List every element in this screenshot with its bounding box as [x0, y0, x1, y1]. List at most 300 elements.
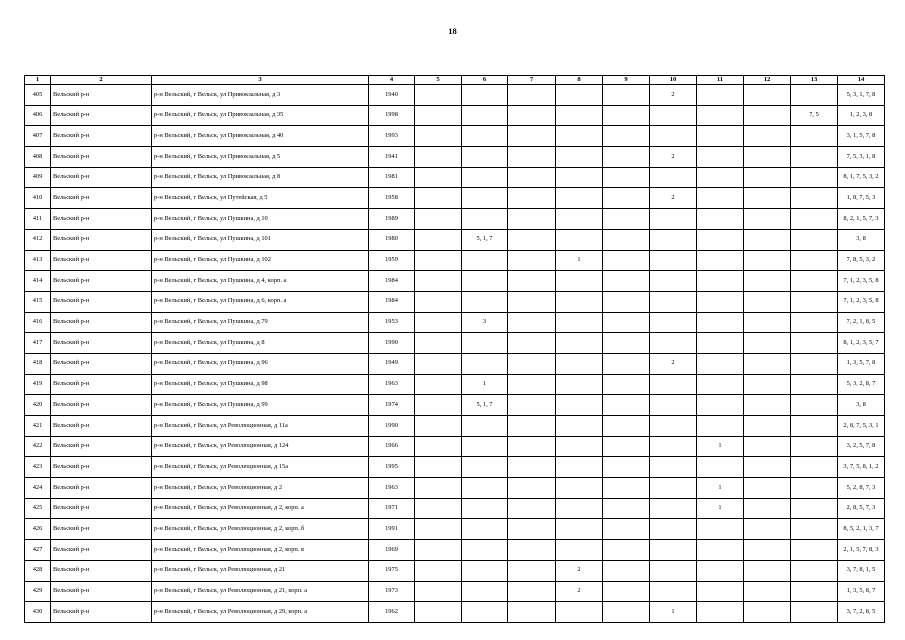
- cell-col-12: [744, 519, 791, 540]
- cell-col-6: 5, 1, 7: [462, 229, 508, 250]
- cell-col-10: [650, 540, 697, 561]
- cell-col-10: [650, 291, 697, 312]
- cell-col-11: 1: [697, 498, 744, 519]
- cell-col-8: 1: [556, 250, 603, 271]
- cell-col-10: [650, 478, 697, 499]
- column-header-7: 7: [508, 76, 556, 85]
- district-cell: Вельский р-н: [51, 209, 152, 230]
- row-number-cell: 420: [25, 395, 51, 416]
- cell-col-11: 1: [697, 478, 744, 499]
- district-cell: Вельский р-н: [51, 312, 152, 333]
- cell-col-12: [744, 167, 791, 188]
- codes-cell: 2, 1, 5, 7, 8, 3: [838, 540, 885, 561]
- cell-col-7: [508, 478, 556, 499]
- codes-cell: 8, 2, 1, 5, 7, 3: [838, 209, 885, 230]
- year-cell: 1969: [369, 540, 415, 561]
- cell-col-7: [508, 374, 556, 395]
- year-cell: 1984: [369, 271, 415, 292]
- cell-col-10: [650, 271, 697, 292]
- cell-col-5: [415, 457, 462, 478]
- table-row: [25, 209, 885, 230]
- row-number-cell: 416: [25, 312, 51, 333]
- district-cell: Вельский р-н: [51, 602, 152, 623]
- cell-col-10: [650, 519, 697, 540]
- cell-col-6: [462, 126, 508, 147]
- cell-col-6: [462, 147, 508, 168]
- cell-col-13: [791, 374, 838, 395]
- cell-col-7: [508, 229, 556, 250]
- cell-col-6: [462, 333, 508, 354]
- cell-col-6: [462, 602, 508, 623]
- cell-col-12: [744, 540, 791, 561]
- cell-col-9: [603, 581, 650, 602]
- address-cell: р-н Вельский, г Вельск, ул Пушкина, д 4, корп. а: [152, 271, 369, 292]
- row-number-cell: 424: [25, 478, 51, 499]
- cell-col-8: [556, 353, 603, 374]
- cell-col-9: [603, 167, 650, 188]
- row-number-cell: 418: [25, 353, 51, 374]
- cell-col-11: [697, 291, 744, 312]
- cell-col-9: [603, 602, 650, 623]
- cell-col-13: [791, 581, 838, 602]
- cell-col-6: [462, 85, 508, 106]
- year-cell: 1963: [369, 478, 415, 499]
- address-cell: р-н Вельский, г Вельск, ул Революционная, д 2, корп. в: [152, 540, 369, 561]
- cell-col-11: [697, 250, 744, 271]
- cell-col-5: [415, 395, 462, 416]
- cell-col-9: [603, 105, 650, 126]
- cell-col-13: [791, 353, 838, 374]
- district-cell: Вельский р-н: [51, 333, 152, 354]
- column-header-5: 5: [415, 76, 462, 85]
- cell-col-5: [415, 581, 462, 602]
- cell-col-8: [556, 374, 603, 395]
- table-row: [25, 353, 885, 374]
- cell-col-8: [556, 271, 603, 292]
- cell-col-5: [415, 291, 462, 312]
- codes-cell: 3, 1, 5, 7, 8: [838, 126, 885, 147]
- cell-col-10: [650, 374, 697, 395]
- row-number-cell: 426: [25, 519, 51, 540]
- cell-col-10: [650, 167, 697, 188]
- cell-col-12: [744, 457, 791, 478]
- address-cell: р-н Вельский, г Вельск, ул Пушкина, д 8: [152, 333, 369, 354]
- column-header-12: 12: [744, 76, 791, 85]
- codes-cell: 5, 3, 1, 7, 8: [838, 85, 885, 106]
- address-cell: р-н Вельский, г Вельск, ул Путейская, д 5: [152, 188, 369, 209]
- cell-col-7: [508, 167, 556, 188]
- address-cell: р-н Вельский, г Вельск, ул Привокзальная, д 8: [152, 167, 369, 188]
- district-cell: Вельский р-н: [51, 85, 152, 106]
- row-number-cell: 408: [25, 147, 51, 168]
- table-row: [25, 105, 885, 126]
- codes-cell: 3, 7, 2, 8, 5: [838, 602, 885, 623]
- table-row: [25, 478, 885, 499]
- cell-col-13: [791, 291, 838, 312]
- row-number-cell: 406: [25, 105, 51, 126]
- district-cell: Вельский р-н: [51, 374, 152, 395]
- codes-cell: 8, 5, 2, 1, 3, 7: [838, 519, 885, 540]
- table-row: [25, 602, 885, 623]
- cell-col-10: 1: [650, 602, 697, 623]
- address-cell: р-н Вельский, г Вельск, ул Революционная, д 21, корп. а: [152, 581, 369, 602]
- cell-col-5: [415, 188, 462, 209]
- address-cell: р-н Вельский, г Вельск, ул Революционная, д 11а: [152, 416, 369, 437]
- cell-col-12: [744, 147, 791, 168]
- cell-col-8: 2: [556, 560, 603, 581]
- cell-col-11: [697, 188, 744, 209]
- codes-cell: 7, 1, 2, 3, 5, 8: [838, 291, 885, 312]
- cell-col-12: [744, 602, 791, 623]
- district-cell: Вельский р-н: [51, 188, 152, 209]
- cell-col-7: [508, 436, 556, 457]
- district-cell: Вельский р-н: [51, 147, 152, 168]
- cell-col-13: [791, 209, 838, 230]
- cell-col-11: [697, 519, 744, 540]
- table-row: [25, 416, 885, 437]
- cell-col-12: [744, 374, 791, 395]
- cell-col-9: [603, 209, 650, 230]
- cell-col-5: [415, 126, 462, 147]
- cell-col-12: [744, 353, 791, 374]
- cell-col-7: [508, 126, 556, 147]
- codes-cell: 7, 1, 2, 3, 5, 8: [838, 271, 885, 292]
- cell-col-12: [744, 188, 791, 209]
- cell-col-8: [556, 498, 603, 519]
- cell-col-10: [650, 209, 697, 230]
- cell-col-9: [603, 478, 650, 499]
- cell-col-10: 2: [650, 85, 697, 106]
- cell-col-13: [791, 436, 838, 457]
- district-cell: Вельский р-н: [51, 229, 152, 250]
- cell-col-5: [415, 602, 462, 623]
- district-cell: Вельский р-н: [51, 540, 152, 561]
- table-row: [25, 498, 885, 519]
- address-cell: р-н Вельский, г Вельск, ул Пушкина, д 99: [152, 395, 369, 416]
- cell-col-7: [508, 560, 556, 581]
- year-cell: 1974: [369, 395, 415, 416]
- cell-col-12: [744, 291, 791, 312]
- cell-col-12: [744, 436, 791, 457]
- cell-col-10: [650, 250, 697, 271]
- cell-col-5: [415, 250, 462, 271]
- cell-col-6: [462, 105, 508, 126]
- district-cell: Вельский р-н: [51, 167, 152, 188]
- address-cell: р-н Вельский, г Вельск, ул Революционная, д 15а: [152, 457, 369, 478]
- cell-col-12: [744, 229, 791, 250]
- row-number-cell: 427: [25, 540, 51, 561]
- district-cell: Вельский р-н: [51, 395, 152, 416]
- year-cell: 1963: [369, 374, 415, 395]
- housing-register-table: [24, 75, 885, 623]
- cell-col-12: [744, 312, 791, 333]
- codes-cell: 3, 7, 8, 1, 5: [838, 560, 885, 581]
- cell-col-12: [744, 209, 791, 230]
- cell-col-8: [556, 209, 603, 230]
- cell-col-7: [508, 291, 556, 312]
- cell-col-8: [556, 85, 603, 106]
- cell-col-6: [462, 436, 508, 457]
- cell-col-7: [508, 498, 556, 519]
- cell-col-11: [697, 416, 744, 437]
- cell-col-10: 2: [650, 147, 697, 168]
- district-cell: Вельский р-н: [51, 457, 152, 478]
- table-row: [25, 581, 885, 602]
- cell-col-12: [744, 126, 791, 147]
- table-row: [25, 271, 885, 292]
- cell-col-13: [791, 147, 838, 168]
- cell-col-9: [603, 291, 650, 312]
- table-row: [25, 147, 885, 168]
- address-cell: р-н Вельский, г Вельск, ул Пушкина, д 98: [152, 374, 369, 395]
- table-row: [25, 312, 885, 333]
- cell-col-8: 2: [556, 581, 603, 602]
- cell-col-8: [556, 457, 603, 478]
- row-number-cell: 429: [25, 581, 51, 602]
- cell-col-7: [508, 602, 556, 623]
- year-cell: 1990: [369, 416, 415, 437]
- cell-col-7: [508, 147, 556, 168]
- row-number-cell: 411: [25, 209, 51, 230]
- codes-cell: 8, 1, 2, 3, 5, 7: [838, 333, 885, 354]
- year-cell: 1958: [369, 188, 415, 209]
- cell-col-12: [744, 581, 791, 602]
- cell-col-10: [650, 498, 697, 519]
- cell-col-7: [508, 188, 556, 209]
- page-number: 18: [448, 26, 457, 36]
- cell-col-5: [415, 498, 462, 519]
- cell-col-6: [462, 581, 508, 602]
- cell-col-11: [697, 85, 744, 106]
- table-row: [25, 229, 885, 250]
- district-cell: Вельский р-н: [51, 498, 152, 519]
- cell-col-9: [603, 271, 650, 292]
- cell-col-13: [791, 602, 838, 623]
- address-cell: р-н Вельский, г Вельск, ул Пушкина, д 6, корп. а: [152, 291, 369, 312]
- cell-col-11: [697, 126, 744, 147]
- codes-cell: 7, 5, 3, 1, 8: [838, 147, 885, 168]
- cell-col-8: [556, 540, 603, 561]
- row-number-cell: 421: [25, 416, 51, 437]
- year-cell: 1966: [369, 436, 415, 457]
- cell-col-10: 2: [650, 353, 697, 374]
- cell-col-7: [508, 209, 556, 230]
- column-header-14: 14: [838, 76, 885, 85]
- cell-col-8: [556, 395, 603, 416]
- cell-col-5: [415, 147, 462, 168]
- cell-col-9: [603, 312, 650, 333]
- cell-col-11: [697, 602, 744, 623]
- codes-cell: 1, 8, 7, 5, 3: [838, 188, 885, 209]
- codes-cell: 3, 8: [838, 395, 885, 416]
- cell-col-5: [415, 353, 462, 374]
- cell-col-6: [462, 540, 508, 561]
- district-cell: Вельский р-н: [51, 416, 152, 437]
- row-number-cell: 423: [25, 457, 51, 478]
- cell-col-12: [744, 416, 791, 437]
- cell-col-8: [556, 478, 603, 499]
- cell-col-5: [415, 229, 462, 250]
- cell-col-6: 3: [462, 312, 508, 333]
- cell-col-13: [791, 85, 838, 106]
- cell-col-7: [508, 85, 556, 106]
- cell-col-11: [697, 353, 744, 374]
- cell-col-10: [650, 229, 697, 250]
- row-number-cell: 409: [25, 167, 51, 188]
- cell-col-9: [603, 147, 650, 168]
- column-header-2: 2: [51, 76, 152, 85]
- codes-cell: 3, 7, 5, 8, 1, 2: [838, 457, 885, 478]
- cell-col-9: [603, 353, 650, 374]
- year-cell: 1995: [369, 457, 415, 478]
- codes-cell: 1, 3, 5, 7, 8: [838, 353, 885, 374]
- cell-col-5: [415, 209, 462, 230]
- cell-col-12: [744, 560, 791, 581]
- row-number-cell: 417: [25, 333, 51, 354]
- district-cell: Вельский р-н: [51, 436, 152, 457]
- cell-col-9: [603, 560, 650, 581]
- address-cell: р-н Вельский, г Вельск, ул Пушкина, д 79: [152, 312, 369, 333]
- row-number-cell: 410: [25, 188, 51, 209]
- year-cell: 1940: [369, 85, 415, 106]
- cell-col-13: [791, 560, 838, 581]
- cell-col-9: [603, 85, 650, 106]
- cell-col-5: [415, 416, 462, 437]
- table-row: [25, 188, 885, 209]
- cell-col-9: [603, 229, 650, 250]
- cell-col-6: [462, 560, 508, 581]
- cell-col-10: [650, 436, 697, 457]
- cell-col-7: [508, 353, 556, 374]
- cell-col-12: [744, 250, 791, 271]
- cell-col-6: [462, 457, 508, 478]
- address-cell: р-н Вельский, г Вельск, ул Революционная, д 2: [152, 478, 369, 499]
- cell-col-10: [650, 416, 697, 437]
- cell-col-9: [603, 519, 650, 540]
- year-cell: 1993: [369, 126, 415, 147]
- cell-col-12: [744, 105, 791, 126]
- address-cell: р-н Вельский, г Вельск, ул Революционная, д 29, корп. а: [152, 602, 369, 623]
- column-header-6: 6: [462, 76, 508, 85]
- header-row: [25, 76, 885, 85]
- cell-col-5: [415, 333, 462, 354]
- column-header-11: 11: [697, 76, 744, 85]
- row-number-cell: 405: [25, 85, 51, 106]
- cell-col-5: [415, 374, 462, 395]
- cell-col-8: [556, 105, 603, 126]
- cell-col-5: [415, 436, 462, 457]
- table-row: [25, 457, 885, 478]
- cell-col-8: [556, 602, 603, 623]
- year-cell: 1975: [369, 560, 415, 581]
- cell-col-5: [415, 560, 462, 581]
- year-cell: 1990: [369, 333, 415, 354]
- year-cell: 1959: [369, 250, 415, 271]
- cell-col-11: 1: [697, 436, 744, 457]
- district-cell: Вельский р-н: [51, 105, 152, 126]
- codes-cell: 7, 2, 1, 8, 5: [838, 312, 885, 333]
- district-cell: Вельский р-н: [51, 581, 152, 602]
- cell-col-11: [697, 271, 744, 292]
- cell-col-6: [462, 498, 508, 519]
- cell-col-7: [508, 105, 556, 126]
- column-header-8: 8: [556, 76, 603, 85]
- cell-col-12: [744, 498, 791, 519]
- column-header-10: 10: [650, 76, 697, 85]
- year-cell: 1998: [369, 105, 415, 126]
- cell-col-7: [508, 540, 556, 561]
- cell-col-9: [603, 374, 650, 395]
- year-cell: 1953: [369, 312, 415, 333]
- cell-col-9: [603, 333, 650, 354]
- year-cell: 1971: [369, 498, 415, 519]
- cell-col-8: [556, 333, 603, 354]
- cell-col-13: 7, 5: [791, 105, 838, 126]
- cell-col-13: [791, 540, 838, 561]
- address-cell: р-н Вельский, г Вельск, ул Пушкина, д 10: [152, 209, 369, 230]
- table-row: [25, 291, 885, 312]
- cell-col-8: [556, 229, 603, 250]
- table-row: [25, 85, 885, 106]
- address-cell: р-н Вельский, г Вельск, ул Революционная, д 2, корп. б: [152, 519, 369, 540]
- address-cell: р-н Вельский, г Вельск, ул Привокзальная, д 3: [152, 85, 369, 106]
- cell-col-13: [791, 229, 838, 250]
- column-header-4: 4: [369, 76, 415, 85]
- year-cell: 1991: [369, 519, 415, 540]
- address-cell: р-н Вельский, г Вельск, ул Привокзальная, д 40: [152, 126, 369, 147]
- cell-col-10: [650, 581, 697, 602]
- address-cell: р-н Вельский, г Вельск, ул Пушкина, д 101: [152, 229, 369, 250]
- cell-col-11: [697, 167, 744, 188]
- row-number-cell: 412: [25, 229, 51, 250]
- cell-col-11: [697, 333, 744, 354]
- cell-col-6: 1: [462, 374, 508, 395]
- cell-col-7: [508, 395, 556, 416]
- column-header-3: 3: [152, 76, 369, 85]
- cell-col-11: [697, 560, 744, 581]
- cell-col-13: [791, 416, 838, 437]
- cell-col-11: [697, 457, 744, 478]
- cell-col-10: [650, 457, 697, 478]
- cell-col-9: [603, 498, 650, 519]
- cell-col-6: [462, 250, 508, 271]
- cell-col-9: [603, 436, 650, 457]
- codes-cell: 5, 2, 8, 7, 3: [838, 478, 885, 499]
- district-cell: Вельский р-н: [51, 126, 152, 147]
- address-cell: р-н Вельский, г Вельск, ул Революционная, д 21: [152, 560, 369, 581]
- district-cell: Вельский р-н: [51, 519, 152, 540]
- district-cell: Вельский р-н: [51, 478, 152, 499]
- district-cell: Вельский р-н: [51, 353, 152, 374]
- table-row: [25, 126, 885, 147]
- codes-cell: 5, 3, 2, 8, 7: [838, 374, 885, 395]
- cell-col-13: [791, 250, 838, 271]
- district-cell: Вельский р-н: [51, 291, 152, 312]
- year-cell: 1984: [369, 291, 415, 312]
- cell-col-11: [697, 540, 744, 561]
- cell-col-6: [462, 353, 508, 374]
- cell-col-9: [603, 540, 650, 561]
- cell-col-7: [508, 519, 556, 540]
- cell-col-5: [415, 271, 462, 292]
- cell-col-10: [650, 560, 697, 581]
- cell-col-13: [791, 188, 838, 209]
- cell-col-8: [556, 188, 603, 209]
- row-number-cell: 419: [25, 374, 51, 395]
- district-cell: Вельский р-н: [51, 560, 152, 581]
- cell-col-8: [556, 167, 603, 188]
- cell-col-7: [508, 250, 556, 271]
